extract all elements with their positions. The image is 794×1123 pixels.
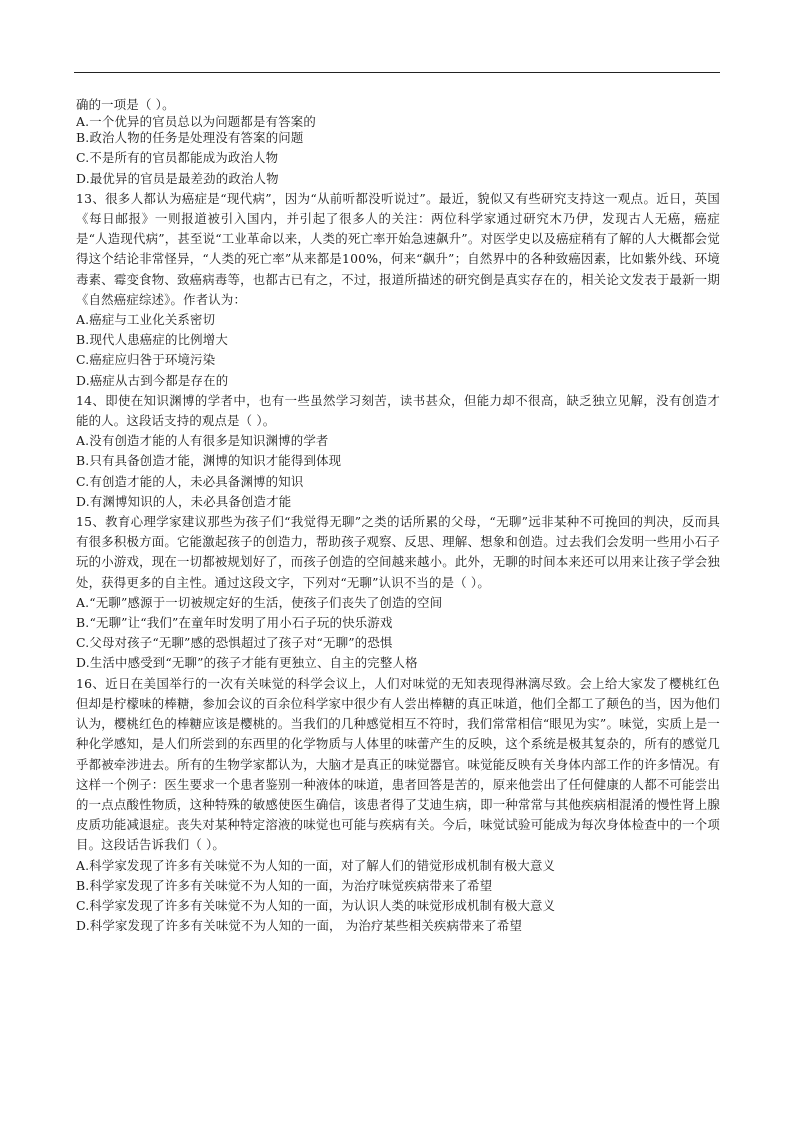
option-a: A.癌症与工业化关系密切 [76, 312, 216, 328]
question-12-tail: 确的一项是（ ）。 [76, 97, 175, 112]
option-b: B.现代人患癌症的比例增大 [76, 332, 228, 348]
option-a: A.一个优异的官员总以为问题都是有答案的 [76, 115, 316, 129]
question-14-stem: 14、即使在知识渊博的学者中，也有一些虽然学习刻苦，读书甚众，但能力却不很高，缺乏独立见解，没有创造才能的人。这段话支持的观点是（ ）。 [76, 392, 720, 429]
option-d: D.生活中感受到“无聊”的孩子才能有更独立、自主的完整人格 [76, 655, 418, 671]
question-13 [76, 189, 720, 391]
option-c: C.父母对孩子“无聊”感的恐惧超过了孩子对“无聊”的恐惧 [76, 635, 393, 651]
option-d: D.癌症从古到今都是存在的 [76, 372, 229, 388]
question-14 [76, 391, 720, 512]
page-content [76, 95, 720, 936]
header-rule [74, 72, 720, 73]
option-d: D.科学家发现了许多有关味觉不为人知的一面， 为治疗某些相关疾病带来了希望 [76, 918, 523, 934]
option-d: D.最优异的官员是最差劲的政治人物 [76, 170, 279, 186]
question-16-stem: 16、近日在美国举行的一次有关味觉的科学会议上，人们对味觉的无知表现得淋漓尽致。会上给大家发了樱桃红色但却是柠檬味的棒糖，参加会议的百余位科学家中很少有人尝出棒糖的真正味道，他们全都工了颠色的当，因为他们认为，樱桃红色的棒糖应该是樱桃的。当我们的几种感觉相互不符时，我们常常相信“眼见为实”。味觉，实质上是一种化学感知，是人们所尝到的东西里的化学物质与人体里的味蕾产生的反映，这个系统是极其复杂的，所有的感觉几乎都被牵涉进去。所有的生物学家都认为，大脑才是真正的味觉器官。味觉能反映有关身体内部工作的许多情况。有这样一个例子：医生要求一个患者鉴别一种液体的味道，患者回答是苦的，原来他尝出了任何健康的人都不可能尝出的一点点酸性物质，这种特殊的敏感使医生确信，该患者得了艾迪生病，即一种常常与其他疾病相混淆的慢性肾上腺皮质功能减退症。丧失对某种特定溶液的味觉也可能与疾病有关。今后，味觉试验可能成为每次身体检查中的一个项目。这段话告诉我们（ ）。 [76, 675, 720, 853]
option-c: C.癌症应归咎于环境污染 [76, 352, 216, 368]
option-b: B.只有具备创造才能，渊博的知识才能得到体现 [76, 453, 342, 469]
option-a: A.“无聊”感源于一切被规定好的生活，使孩子们丧失了创造的空间 [76, 594, 443, 610]
option-c: C.有创造才能的人，未必具备渊博的知识 [76, 473, 304, 489]
option-a: A.没有创造才能的人有很多是知识渊博的学者 [76, 433, 329, 449]
question-13-stem: 13、很多人都认为癌症是“现代病”，因为“从前听都没听说过”。最近，貌似又有些研究支持这一观点。近日，英国《每日邮报》一则报道被引入国内，并引起了很多人的关注：两位科学家通过研究木乃伊，发现古人无癌，癌症是“人造现代病”，甚至说“工业革命以来，人类的死亡率开始急速飙升”。对医学史以及癌症稍有了解的人大概都会觉得这个结论非常怪异，“人类的死亡率”从来都是100%，何来“飙升”；自然界中的各种致癌因素，比如紫外线、环境毒素、霉变食物、致癌病毒等，也都古已有之，不过，报道所描述的研究倒是真实存在的，相关论文发表于最新一期《自然癌症综述》。作者认为： [76, 190, 720, 307]
option-b: B.“无聊”让“我们”在童年时发明了用小石子玩的快乐游戏 [76, 615, 393, 631]
question-15-stem: 15、教育心理学家建议那些为孩子们“我觉得无聊”之类的话所累的父母，“无聊”远非某种不可挽回的判决，反而具有很多积极方面。它能激起孩子的创造力，帮助孩子观察、反思、理解、想象和创造。过去我们会发明一些用小石子玩的小游戏，现在一切都被规划好了，而孩子创造的空间越来越小。此外，无聊的时间本来还可以用来让孩子学会独处，获得更多的自主性。通过这段文字，下列对“无聊”认识不当的是（ ）。 [76, 514, 720, 590]
option-c: C.科学家发现了许多有关味觉不为人知的一面，为认识人类的味觉形成机制有极大意义 [76, 897, 556, 913]
question-15 [76, 512, 720, 674]
option-c: C.不是所有的官员都能成为政治人物 [76, 150, 279, 166]
question-12 [76, 95, 720, 189]
option-a: A.科学家发现了许多有关味觉不为人知的一面，对了解人们的错觉形成机制有极大意义 [76, 857, 556, 873]
option-d: D.有渊博知识的人，未必具备创造才能 [76, 493, 292, 509]
option-b: B.政治人物的任务是处理没有答案的问题 [76, 130, 304, 146]
question-16 [76, 674, 720, 937]
option-b: B.科学家发现了许多有关味觉不为人知的一面，为治疗味觉疾病带来了希望 [76, 877, 493, 893]
